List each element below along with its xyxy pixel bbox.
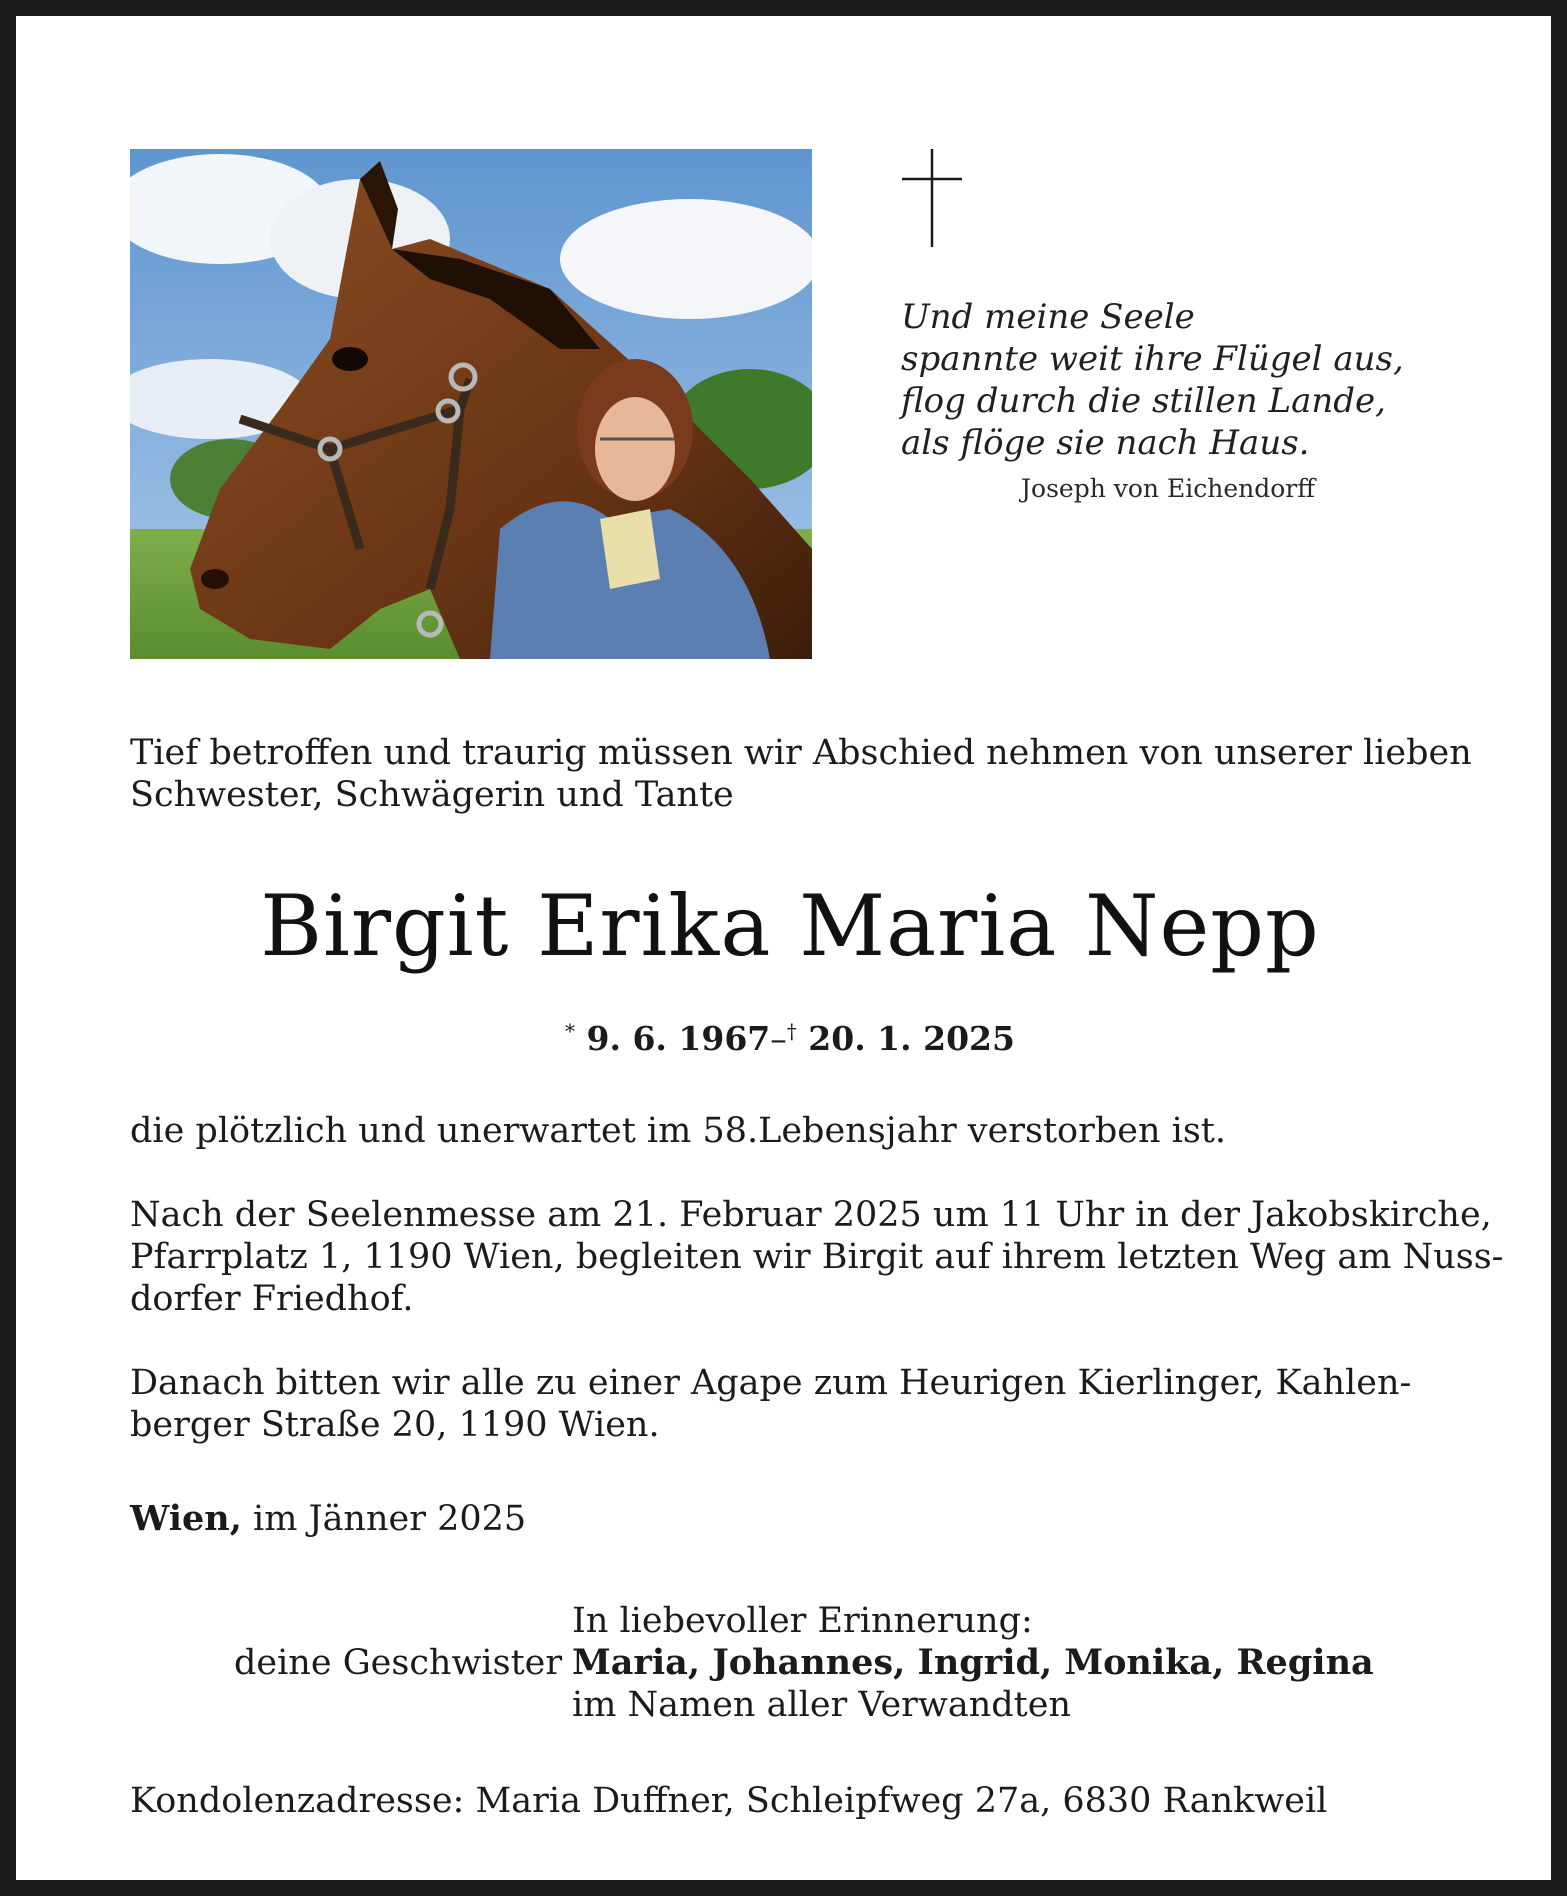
death-note: [130, 1110, 1450, 1152]
funeral-line: Pfarrplatz 1, 1190 Wien, begleiten wir Birgit auf ihrem letzten Weg am Nuss-: [130, 1237, 1504, 1277]
poem-author: Joseph von Eichendorff: [1021, 474, 1315, 503]
sibling-names: Maria, Johannes, Ingrid, Monika, Regina: [572, 1642, 1374, 1683]
intro-line: Tief betroffen und traurig müssen wir Abschied nehmen von unserer lieben: [130, 733, 1472, 773]
death-note-line: die plötzlich und unerwartet im 58.Lebensjahr verstorben ist.: [130, 1111, 1226, 1151]
condolence-line: Kondolenzadresse: Maria Duffner, Schleipfweg 27a, 6830 Rankweil: [130, 1781, 1328, 1821]
relation-label: deine Geschwister: [234, 1643, 563, 1683]
funeral-text: [130, 1194, 1504, 1320]
poem-line: Und meine Seele: [901, 297, 1195, 337]
cross-icon: [902, 149, 962, 247]
death-date: 20. 1. 2025: [808, 1019, 1015, 1058]
relatives-closing: im Namen aller Verwandten: [572, 1685, 1071, 1725]
agape-line: Danach bitten wir alle zu einer Agape zum Heurigen Kierlinger, Kahlen-: [130, 1363, 1412, 1403]
poem-quote: [901, 296, 1421, 464]
condolence-address: [130, 1780, 1450, 1822]
birth-symbol: *: [565, 1019, 576, 1043]
intro-line: Schwester, Schwägerin und Tante: [130, 775, 734, 815]
deceased-name: Birgit Erika Maria Nepp: [260, 877, 1320, 975]
poem-line: spannte weit ihre Flügel aus,: [901, 339, 1404, 379]
date: im Jänner 2025: [253, 1499, 527, 1539]
life-dates: [130, 1019, 1450, 1058]
photo-illustration: [130, 149, 812, 659]
funeral-line: Nach der Seelenmesse am 21. Februar 2025 um 11 Uhr in der Jakobskirche,: [130, 1195, 1492, 1235]
place: Wien,: [130, 1498, 242, 1539]
obituary-card: [16, 16, 1551, 1880]
intro-text: [130, 732, 1472, 816]
agape-text: [130, 1362, 1450, 1446]
date-separator: –: [770, 1019, 787, 1058]
remembrance-heading: In liebevoller Erinnerung:: [572, 1601, 1033, 1641]
agape-line: berger Straße 20, 1190 Wien.: [130, 1405, 660, 1445]
poem-line: flog durch die stillen Lande,: [901, 381, 1386, 421]
birth-date: 9. 6. 1967: [586, 1019, 771, 1058]
place-date: [130, 1498, 1450, 1540]
portrait-photo: [130, 149, 812, 659]
poem-line: als flöge sie nach Haus.: [901, 423, 1310, 463]
death-symbol: †: [786, 1019, 797, 1043]
funeral-line: dorfer Friedhof.: [130, 1279, 414, 1319]
